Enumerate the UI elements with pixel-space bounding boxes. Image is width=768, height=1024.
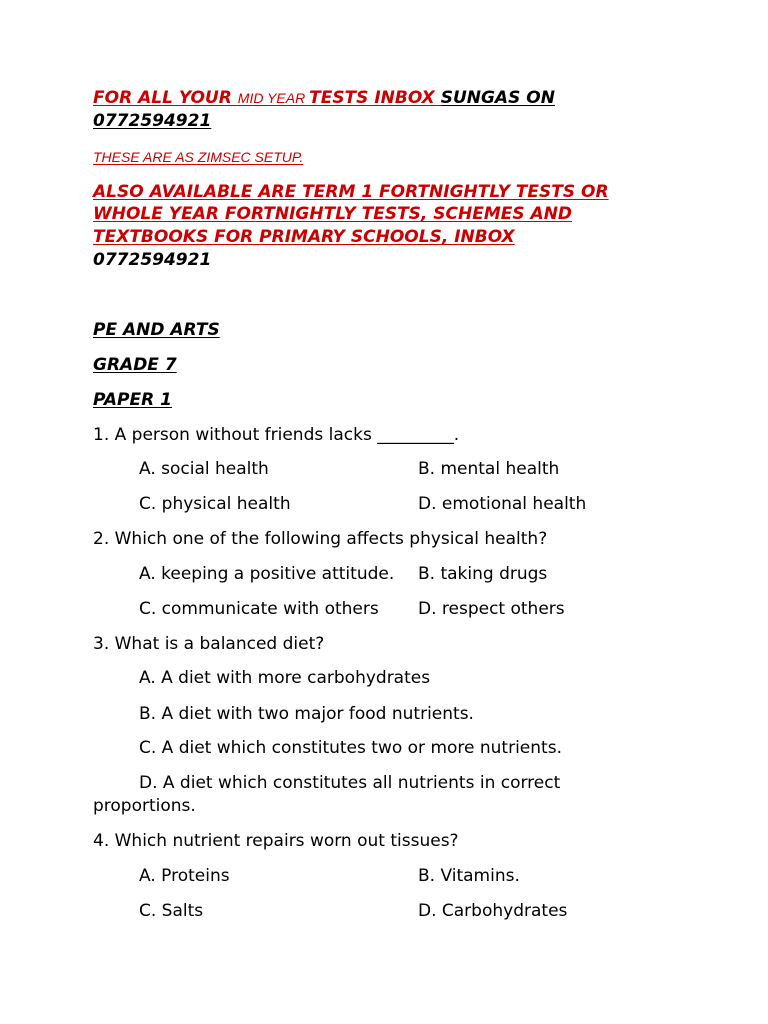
q4-option-c: C. Salts [139, 901, 204, 921]
q4-option-a: A. Proteins [139, 866, 230, 886]
q2-option-d: D. respect others [418, 599, 565, 619]
promo-text-3: TESTS INBOX [309, 88, 441, 108]
q4-option-b: B. Vitamins. [418, 866, 520, 886]
q3-option-a: A. A diet with more carbohydrates [139, 668, 431, 688]
q3-option-d-continued: proportions. [93, 796, 196, 816]
ad-phone: 0772594921 [93, 250, 212, 270]
zimsec-note: THESE ARE AS ZIMSEC SETUP. [93, 149, 304, 165]
q4-option-d: D. Carbohydrates [418, 901, 568, 921]
question-1: 1. A person without friends lacks _________. [93, 425, 460, 445]
q1-option-d: D. emotional health [418, 494, 587, 514]
q2-option-c: C. communicate with others [139, 599, 379, 619]
q2-option-b: B. taking drugs [418, 564, 548, 584]
promo-text-4: SUNGAS ON [440, 88, 555, 108]
subject-heading: PE AND ARTS [93, 320, 220, 340]
promo-line [93, 87, 555, 109]
question-3: 3. What is a balanced diet? [93, 634, 325, 654]
q3-option-b: B. A diet with two major food nutrients. [139, 704, 474, 724]
q1-option-a: A. social health [139, 459, 269, 479]
promo-text-1: FOR ALL YOUR [93, 88, 238, 108]
promo-phone: 0772594921 [93, 111, 212, 131]
question-2: 2. Which one of the following affects physical health? [93, 529, 548, 549]
q1-option-b: B. mental health [418, 459, 560, 479]
q2-option-a: A. keeping a positive attitude. [139, 564, 395, 584]
question-4: 4. Which nutrient repairs worn out tissues? [93, 831, 459, 851]
grade-heading: GRADE 7 [93, 355, 177, 375]
paper-heading: PAPER 1 [93, 390, 172, 410]
ad-line-2: WHOLE YEAR FORTNIGHTLY TESTS, SCHEMES AND [93, 204, 573, 224]
q1-option-c: C. physical health [139, 494, 291, 514]
q3-option-d: D. A diet which constitutes all nutrients in correct [139, 773, 561, 793]
q3-option-c: C. A diet which constitutes two or more nutrients. [139, 738, 562, 758]
ad-line-3: TEXTBOOKS FOR PRIMARY SCHOOLS, INBOX [93, 227, 515, 247]
promo-text-2: MID YEAR [237, 90, 310, 106]
ad-line-1: ALSO AVAILABLE ARE TERM 1 FORTNIGHTLY TESTS OR [93, 182, 609, 202]
